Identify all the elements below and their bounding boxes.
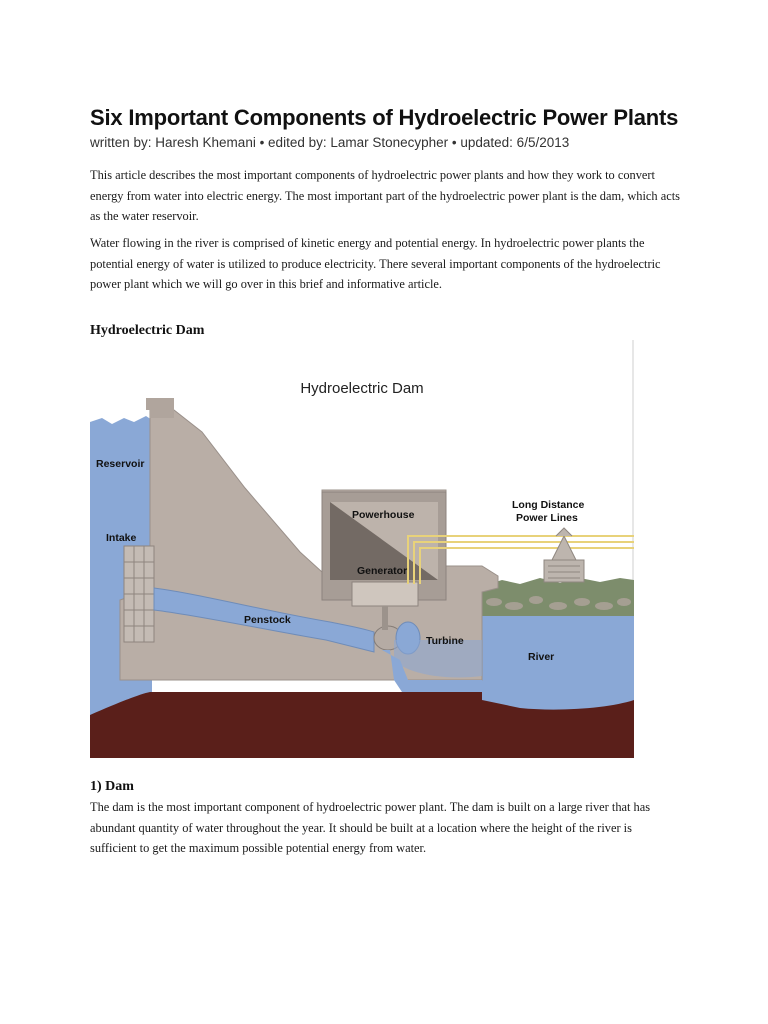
diagram-svg bbox=[90, 340, 634, 758]
river-bank bbox=[482, 578, 634, 616]
label-turbine: Turbine bbox=[426, 635, 464, 647]
diagram-title: Hydroelectric Dam bbox=[300, 380, 424, 397]
dam-crest bbox=[146, 398, 174, 418]
label-intake: Intake bbox=[106, 532, 137, 544]
label-power-lines-line-2: Power Lines bbox=[516, 512, 578, 524]
label-penstock: Penstock bbox=[244, 614, 291, 626]
label-powerhouse: Powerhouse bbox=[352, 509, 415, 521]
intro-paragraph-2: Water flowing in the river is comprised of kinetic energy and potential energy. In hydroelectric power plants the potential energy of water is utilized to produce electricity. There several important components of the hydroelectric power plant which we will go over in this brief and informative article. bbox=[90, 236, 661, 291]
generator-block bbox=[352, 582, 418, 606]
section-heading-dam: 1) Dam bbox=[90, 779, 134, 794]
article-title: Six Important Components of Hydroelectric Power Plants bbox=[90, 105, 679, 130]
label-generator: Generator bbox=[357, 565, 408, 577]
label-reservoir: Reservoir bbox=[96, 458, 145, 470]
section-heading-hydroelectric-dam: Hydroelectric Dam bbox=[90, 323, 205, 338]
article-byline: written by: Haresh Khemani • edited by: Lamar Stonecypher • updated: 6/5/2013 bbox=[90, 135, 570, 150]
river-water bbox=[482, 616, 634, 715]
generator-shaft bbox=[382, 606, 388, 630]
hydroelectric-dam-diagram bbox=[90, 340, 634, 758]
intake-grate bbox=[124, 546, 154, 642]
label-river: River bbox=[528, 651, 555, 663]
label-power-lines-line-1: Long Distance bbox=[512, 499, 585, 511]
dam-paragraph: The dam is the most important component of hydroelectric power plant. The dam is built on a large river that has abundant quantity of water throughout the year. It should be built at a location where the height of the river is sufficient to get the maximum possible potential energy from water. bbox=[90, 800, 651, 855]
intro-paragraph-1: This article describes the most important components of hydroelectric power plants and how they work to convert energy from water into electric energy. The most important part of the hydroelectric power plant is the dam, which acts as the water reservoir. bbox=[90, 168, 680, 223]
